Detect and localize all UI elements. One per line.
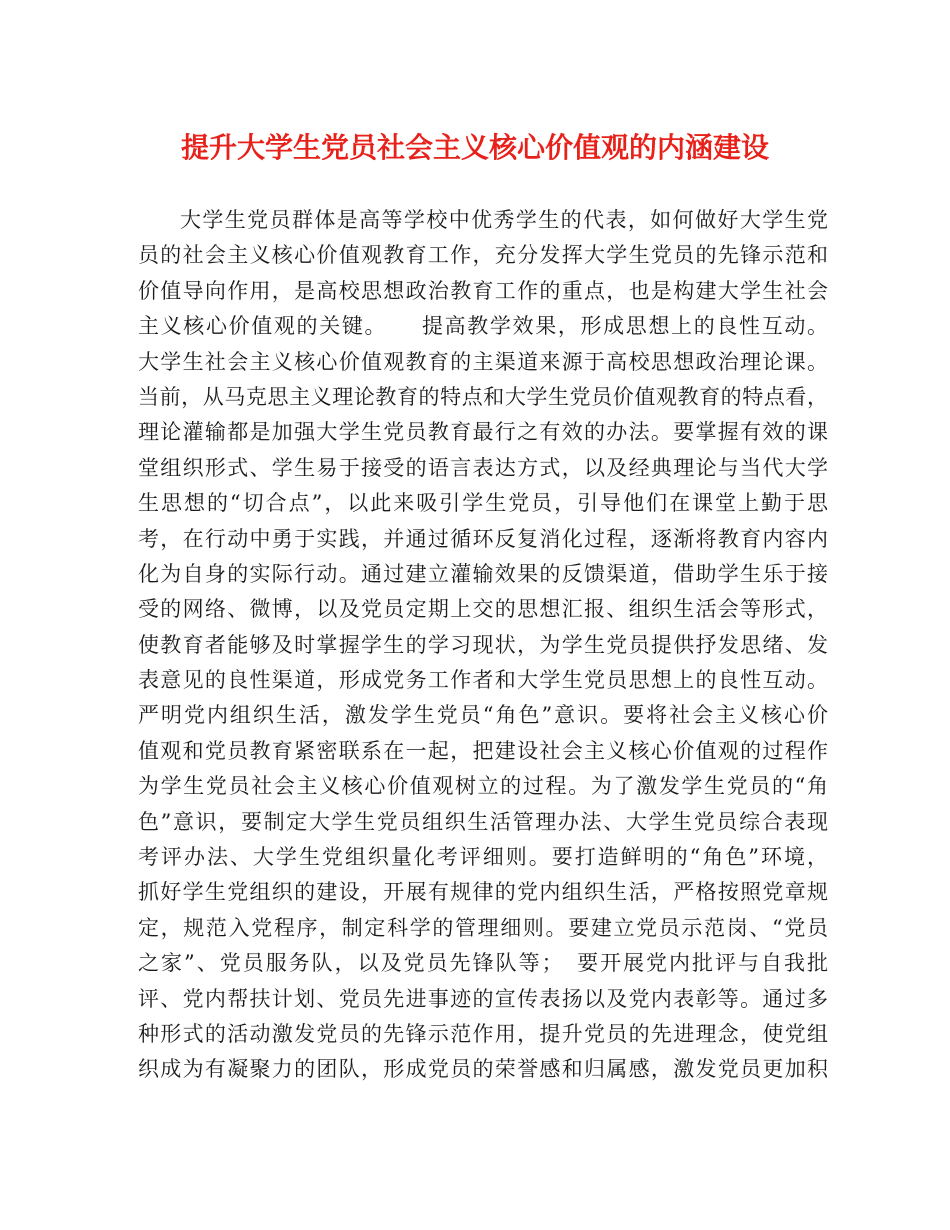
body-line: 价值导向作用，是高校思想政治教育工作的重点，也是构建大学生社会 xyxy=(138,278,828,303)
body-line: 种形式的活动激发党员的先锋示范作用，提升党员的先进理念，使党组 xyxy=(138,1021,828,1046)
body-line: 考评办法、大学生党组织量化考评细则。要打造鲜明的“角色”环境， xyxy=(138,845,828,870)
body-line: 主义核心价值观的关键。 提高教学效果，形成思想上的良性互动。 xyxy=(138,314,828,339)
document-title: 提升大学生党员社会主义核心价值观的内涵建设 xyxy=(180,131,769,164)
body-line: 生思想的“切合点”，以此来吸引学生党员，引导他们在课堂上勤于思 xyxy=(138,491,828,516)
body-line: 大学生社会主义核心价值观教育的主渠道来源于高校思想政治理论课。 xyxy=(138,349,828,374)
body-line: 大学生党员群体是高等学校中优秀学生的代表，如何做好大学生党 xyxy=(180,208,828,232)
body-line: 化为自身的实际行动。通过建立灌输效果的反馈渠道，借助学生乐于接 xyxy=(138,561,828,586)
body-line: 之家”、党员服务队，以及党员先锋队等； 要开展党内批评与自我批 xyxy=(138,951,828,976)
body-line: 值观和党员教育紧密联系在一起，把建设社会主义核心价值观的过程作 xyxy=(138,738,828,763)
body-line: 考，在行动中勇于实践，并通过循环反复消化过程，逐渐将教育内容内 xyxy=(138,526,828,551)
body-line: 色”意识，要制定大学生党员组织生活管理办法、大学生党员综合表现 xyxy=(138,809,828,834)
body-line: 表意见的良性渠道，形成党务工作者和大学生党员思想上的良性互动。 xyxy=(138,668,828,693)
body-line: 员的社会主义核心价值观教育工作，充分发挥大学生党员的先锋示范和 xyxy=(138,243,828,268)
body-line: 受的网络、微博，以及党员定期上交的思想汇报、组织生活会等形式， xyxy=(138,597,828,622)
body-line: 为学生党员社会主义核心价值观树立的过程。为了激发学生党员的“角 xyxy=(138,774,828,799)
body-line: 织成为有凝聚力的团队，形成党员的荣誉感和归属感，激发党员更加积 xyxy=(138,1057,828,1082)
body-line: 堂组织形式、学生易于接受的语言表达方式，以及经典理论与当代大学 xyxy=(138,455,828,480)
body-line: 使教育者能够及时掌握学生的学习现状，为学生党员提供抒发思绪、发 xyxy=(138,632,828,657)
body-line: 当前，从马克思主义理论教育的特点和大学生党员价值观教育的特点看， xyxy=(138,384,828,409)
body-line: 定，规范入党程序，制定科学的管理细则。要建立党员示范岗、“党员 xyxy=(138,915,828,940)
document-body xyxy=(138,203,828,1088)
body-line: 评、党内帮扶计划、党员先进事迹的宣传表扬以及党内表彰等。通过多 xyxy=(138,986,828,1011)
body-line: 理论灌输都是加强大学生党员教育最行之有效的办法。要掌握有效的课 xyxy=(138,420,828,445)
body-line: 严明党内组织生活，激发学生党员“角色”意识。要将社会主义核心价 xyxy=(138,703,828,728)
body-line: 抓好学生党组织的建设，开展有规律的党内组织生活，严格按照党章规 xyxy=(138,880,828,905)
